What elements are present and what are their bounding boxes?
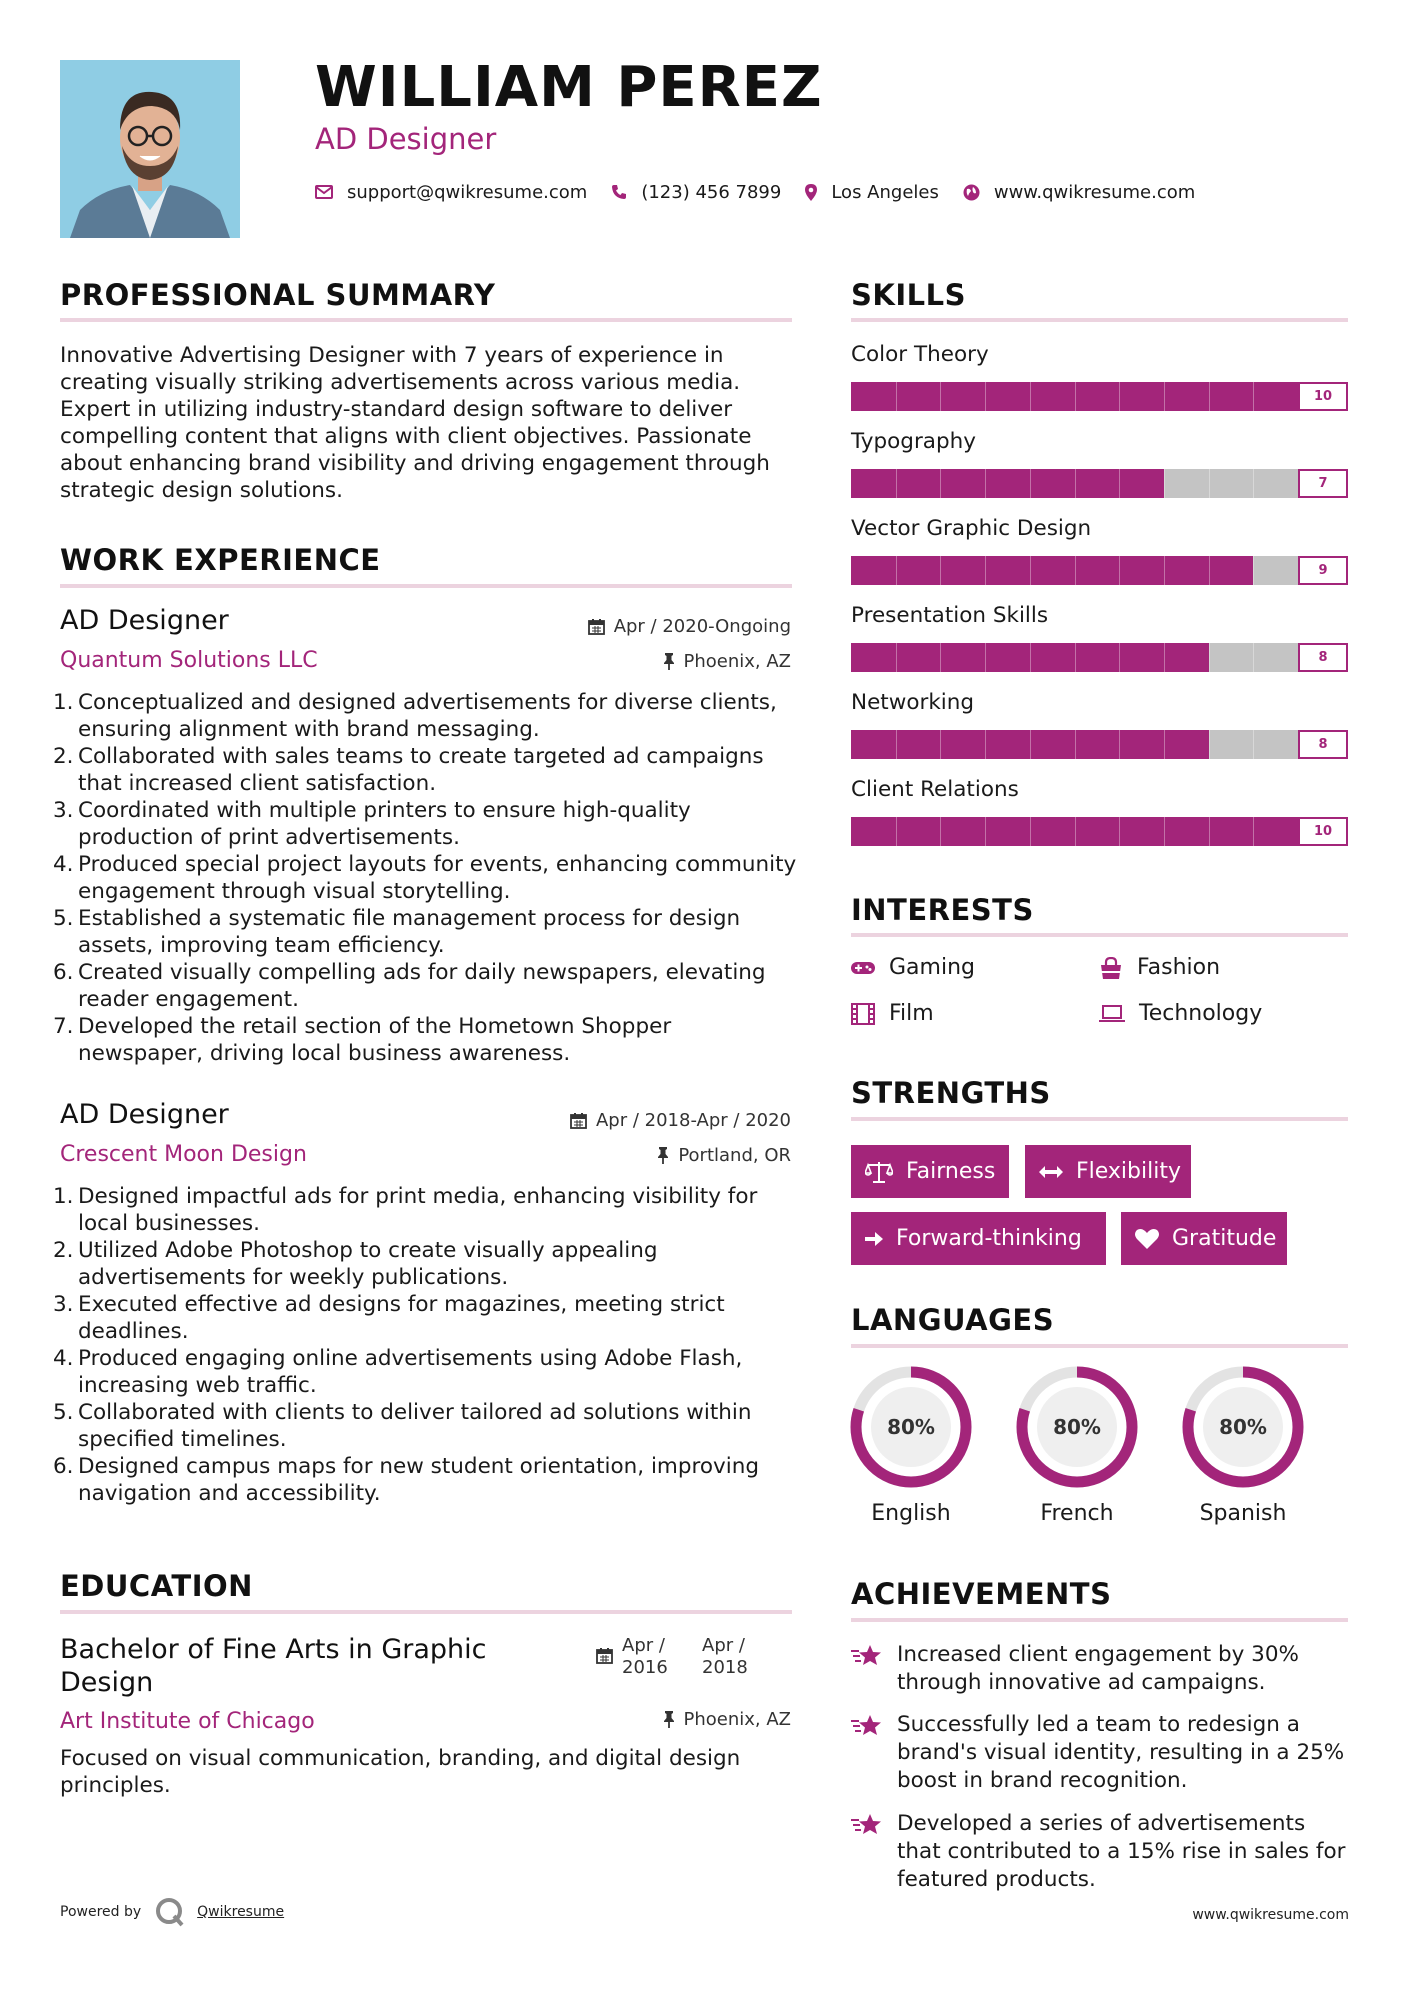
job-dates xyxy=(570,1110,791,1131)
skill-bar-segment xyxy=(896,382,897,411)
language-name: French xyxy=(1040,1501,1114,1526)
skill-bar xyxy=(851,382,1348,411)
skill-bar-segment xyxy=(1253,730,1254,759)
skill-bar-segment xyxy=(1030,817,1031,846)
job-bullets xyxy=(53,1183,803,1507)
language-percent: 80% xyxy=(1053,1415,1101,1439)
skill-label: Typography xyxy=(851,429,976,454)
skill-bar-segment xyxy=(1075,556,1076,585)
experience-divider xyxy=(60,584,792,588)
calendar-icon xyxy=(596,1647,613,1664)
skill-bar-segment xyxy=(1253,469,1254,498)
skill-bar-segment xyxy=(985,817,986,846)
skill-label: Presentation Skills xyxy=(851,603,1049,628)
calendar-icon xyxy=(588,618,605,635)
laptop-icon xyxy=(1099,1004,1125,1024)
skill-bar-segment xyxy=(1075,643,1076,672)
education-description: Focused on visual communication, branding, and digital design principles. xyxy=(60,1746,741,1798)
achievement-item: Developed a series of advertisements that contributed to a 15% rise in sales for featured products. xyxy=(851,1810,1351,1894)
interests-divider xyxy=(851,933,1348,937)
interest-item: Technology xyxy=(1099,1001,1262,1026)
arrows-horizontal-icon xyxy=(1039,1165,1063,1179)
skill-bar-segment xyxy=(1075,817,1076,846)
gamepad-icon xyxy=(851,960,875,976)
skill-bar-segment xyxy=(1030,643,1031,672)
strengths-divider xyxy=(851,1117,1348,1121)
calendar-icon xyxy=(570,1112,587,1129)
degree-title: Bachelor of Fine Arts in Graphic Design xyxy=(60,1634,487,1698)
list-item: 2. Utilized Adobe Photoshop to create visually appealing advertisements for weekly publications. xyxy=(53,1238,658,1290)
language-percent: 80% xyxy=(887,1415,935,1439)
list-item: 3. Coordinated with multiple printers to ensure high-quality production of print advertisements. xyxy=(53,798,691,850)
language-percent: 80% xyxy=(1219,1415,1267,1439)
strengths-heading: STRENGTHS xyxy=(851,1076,1051,1110)
skill-bar-segment xyxy=(940,382,941,411)
skill-score: 10 xyxy=(1298,382,1348,411)
interest-item: Fashion xyxy=(1099,955,1220,980)
globe-icon xyxy=(963,184,980,201)
strength-chip: Forward-thinking xyxy=(851,1212,1106,1265)
skill-bar-segment xyxy=(1164,643,1165,672)
job-dates xyxy=(588,616,791,637)
languages-divider xyxy=(851,1344,1348,1348)
skill-bar-segment xyxy=(1209,730,1210,759)
list-item: 7. Developed the retail section of the Hometown Shopper newspaper, driving local business awareness. xyxy=(53,1014,672,1066)
skill-bar-segment xyxy=(985,730,986,759)
skill-bar-segment xyxy=(1209,382,1210,411)
interests-heading: INTERESTS xyxy=(851,893,1034,927)
school-name: Art Institute of Chicago xyxy=(60,1709,315,1734)
strength-chip: Flexibility xyxy=(1025,1145,1191,1198)
contact-website[interactable] xyxy=(963,182,1195,203)
list-item: 3. Executed effective ad designs for magazines, meeting strict deadlines. xyxy=(53,1292,725,1344)
candidate-name: WILLIAM PEREZ xyxy=(315,55,823,120)
list-item: 5. Collaborated with clients to deliver tailored ad solutions within specified timelines. xyxy=(53,1400,752,1452)
skill-score: 9 xyxy=(1298,556,1348,585)
skill-bar-segment xyxy=(1119,730,1120,759)
summary-text: Innovative Advertising Designer with 7 years of experience in creating visually striking advertisements across various media. Expert in utilizing industry-standard design software to deliver compelling content that aligns with client objectives. Passionate about enhancing brand visibility and driving engagement through strategic design solutions. xyxy=(60,343,770,503)
contact-email[interactable] xyxy=(315,182,587,203)
achievement-item: Increased client engagement by 30% through innovative ad campaigns. xyxy=(851,1641,1351,1697)
skill-label: Color Theory xyxy=(851,342,989,367)
skills-divider xyxy=(851,318,1348,322)
job-dates-text: Apr / 2018-Apr / 2020 xyxy=(595,1110,791,1131)
skill-bar-segment xyxy=(1164,556,1165,585)
skill-score: 8 xyxy=(1298,643,1348,672)
education-heading: EDUCATION xyxy=(60,1569,253,1603)
list-item: 4. Produced engaging online advertisements using Adobe Flash, increasing web traffic. xyxy=(53,1346,743,1398)
skill-bar-segment xyxy=(985,556,986,585)
skill-bar-segment xyxy=(1030,730,1031,759)
skill-bar-segment xyxy=(1209,556,1210,585)
skill-bar xyxy=(851,469,1348,498)
language-name: English xyxy=(871,1501,951,1526)
job-location xyxy=(663,651,792,672)
envelope-icon xyxy=(315,185,333,199)
email-text: support@qwikresume.com xyxy=(347,181,588,203)
skill-bar-segment xyxy=(1075,469,1076,498)
film-icon xyxy=(851,1003,875,1025)
skill-bar-segment xyxy=(940,817,941,846)
skill-bar-segment xyxy=(985,382,986,411)
shooting-star-icon xyxy=(851,1812,883,1838)
skill-label: Vector Graphic Design xyxy=(851,516,1092,541)
pushpin-icon xyxy=(663,1711,675,1728)
summary-divider xyxy=(60,318,792,322)
skill-bar-segment xyxy=(896,643,897,672)
website-text: www.qwikresume.com xyxy=(993,181,1196,203)
qwikresume-logo-icon xyxy=(155,1897,185,1927)
skill-bar-segment xyxy=(1119,556,1120,585)
skill-label: Networking xyxy=(851,690,975,715)
skill-bar-segment xyxy=(896,730,897,759)
skill-bar-segment xyxy=(1164,730,1165,759)
skill-bar-segment xyxy=(1119,382,1120,411)
list-item: 1. Conceptualized and designed advertisements for diverse clients, ensuring alignment with brand messaging. xyxy=(53,690,777,742)
skill-score: 7 xyxy=(1298,469,1348,498)
skill-bar-fill xyxy=(851,556,1253,585)
profile-photo xyxy=(60,60,240,238)
strength-chip: Gratitude xyxy=(1121,1212,1287,1265)
powered-by-text: Powered by xyxy=(60,1904,142,1920)
arrow-right-icon xyxy=(865,1230,883,1248)
skill-bar xyxy=(851,730,1348,759)
skill-bar-segment xyxy=(1209,469,1210,498)
skill-bar-segment xyxy=(1253,556,1254,585)
skill-bar-segment xyxy=(940,469,941,498)
skill-bar-segment xyxy=(1119,817,1120,846)
skill-bar-segment xyxy=(1209,643,1210,672)
job-location-text: Portland, OR xyxy=(678,1145,791,1166)
contact-phone[interactable] xyxy=(611,182,781,203)
shooting-star-icon xyxy=(851,1713,883,1739)
skill-bar-segment xyxy=(1119,643,1120,672)
skill-bar xyxy=(851,643,1348,672)
skill-bar-segment xyxy=(940,556,941,585)
achievement-item: Successfully led a team to redesign a brand's visual identity, resulting in a 25% boost in brand recognition. xyxy=(851,1711,1351,1795)
skill-bar-segment xyxy=(896,469,897,498)
skill-bar xyxy=(851,817,1348,846)
skill-bar-segment xyxy=(940,643,941,672)
interest-item: Film xyxy=(851,1001,934,1026)
skill-bar-segment xyxy=(1030,556,1031,585)
skill-bar-segment xyxy=(985,643,986,672)
pushpin-icon xyxy=(657,1147,669,1164)
shopping-bag-icon xyxy=(1099,957,1123,979)
skill-bar xyxy=(851,556,1348,585)
balance-scale-icon xyxy=(865,1161,893,1183)
skill-bar-segment xyxy=(1119,469,1120,498)
skill-bar-segment xyxy=(896,556,897,585)
skill-bar-segment xyxy=(1209,817,1210,846)
contact-location xyxy=(805,182,939,203)
brand-link[interactable]: Qwikresume xyxy=(197,1904,285,1920)
edu-location-text: Phoenix, AZ xyxy=(683,1709,791,1730)
skill-bar-segment xyxy=(1253,817,1254,846)
edu-start-date: Apr / 2016 xyxy=(622,1635,668,1678)
skill-bar-segment xyxy=(985,469,986,498)
edu-location xyxy=(663,1709,792,1730)
education-divider xyxy=(60,1610,792,1614)
achievements-heading: ACHIEVEMENTS xyxy=(851,1577,1112,1611)
skill-bar-segment xyxy=(1075,730,1076,759)
footer-site[interactable]: www.qwikresume.com xyxy=(1192,1907,1349,1923)
skill-bar-segment xyxy=(1253,643,1254,672)
job-location xyxy=(657,1145,791,1166)
contact-bar xyxy=(315,180,1219,204)
list-item: 6. Designed campus maps for new student orientation, improving navigation and accessibility. xyxy=(53,1454,760,1506)
skill-bar-segment xyxy=(1030,382,1031,411)
skill-bar-segment xyxy=(1164,382,1165,411)
job-location-text: Phoenix, AZ xyxy=(683,651,791,672)
heart-icon xyxy=(1135,1228,1159,1249)
skill-bar-segment xyxy=(896,817,897,846)
job-title: AD Designer xyxy=(60,1099,229,1130)
skill-bar-segment xyxy=(940,730,941,759)
languages-heading: LANGUAGES xyxy=(851,1303,1055,1337)
job-title: AD Designer xyxy=(60,605,229,636)
skill-bar-segment xyxy=(1253,382,1254,411)
candidate-role: AD Designer xyxy=(315,122,497,156)
pushpin-icon xyxy=(663,653,675,670)
shooting-star-icon xyxy=(851,1643,883,1669)
experience-heading: WORK EXPERIENCE xyxy=(60,543,381,577)
skill-bar-fill xyxy=(851,469,1164,498)
skill-bar-segment xyxy=(1164,469,1165,498)
job-dates-text: Apr / 2020-Ongoing xyxy=(613,616,791,637)
achievements-divider xyxy=(851,1618,1348,1622)
skill-score: 8 xyxy=(1298,730,1348,759)
language-name: Spanish xyxy=(1199,1501,1287,1526)
skill-bar-segment xyxy=(1030,469,1031,498)
edu-end-date: Apr / 2018 xyxy=(702,1635,748,1678)
footer-powered-by xyxy=(60,1897,284,1927)
skill-score: 10 xyxy=(1298,817,1348,846)
skills-heading: SKILLS xyxy=(851,278,966,312)
skill-bar-segment xyxy=(1075,382,1076,411)
summary-heading: PROFESSIONAL SUMMARY xyxy=(60,278,496,312)
list-item: 6. Created visually compelling ads for daily newspapers, elevating reader engagement. xyxy=(53,960,766,1012)
list-item: 2. Collaborated with sales teams to create targeted ad campaigns that increased client satisfaction. xyxy=(53,744,764,796)
list-item: 1. Designed impactful ads for print media, enhancing visibility for local businesses. xyxy=(53,1184,758,1236)
skill-label: Client Relations xyxy=(851,777,1019,802)
strength-chip: Fairness xyxy=(851,1145,1009,1198)
job-bullets xyxy=(53,689,803,1067)
list-item: 4. Produced special project layouts for events, enhancing community engagement through visual storytelling. xyxy=(53,852,797,904)
location-text: Los Angeles xyxy=(831,181,939,203)
company-name: Quantum Solutions LLC xyxy=(60,648,318,673)
skill-bar-segment xyxy=(1164,817,1165,846)
phone-text: (123) 456 7899 xyxy=(641,181,782,203)
map-pin-icon xyxy=(805,184,817,201)
phone-icon xyxy=(611,184,627,200)
list-item: 5. Established a systematic file management process for design assets, improving team efficiency. xyxy=(53,906,741,958)
company-name: Crescent Moon Design xyxy=(60,1142,307,1167)
interest-item: Gaming xyxy=(851,955,975,980)
